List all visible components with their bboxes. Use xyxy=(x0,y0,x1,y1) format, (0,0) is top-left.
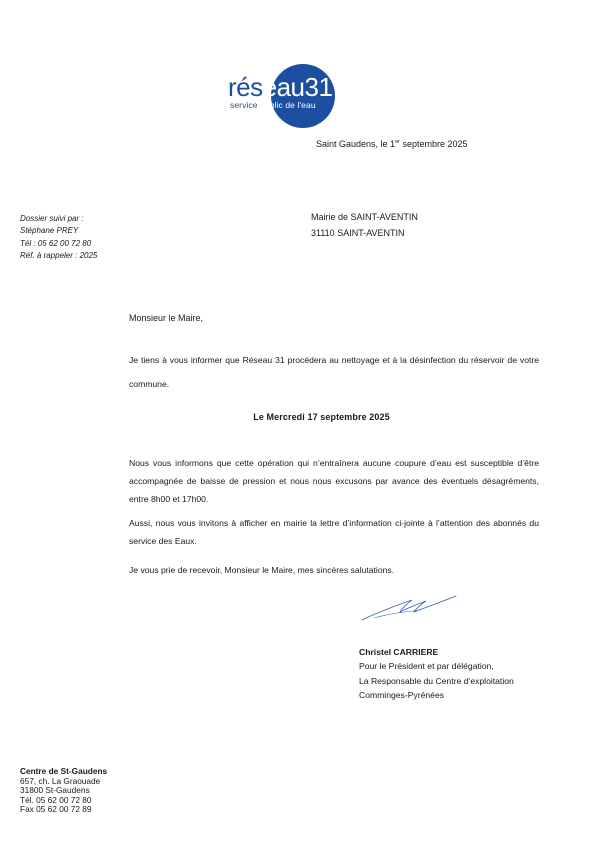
handwritten-signature xyxy=(360,590,460,626)
dossier-reference: Réf. à rappeler : 2025 xyxy=(20,250,98,260)
footer-phone: Tél. 05 62 00 72 80 xyxy=(20,794,92,805)
paragraph-pressure-notice: Nous vous informons que cette opération qui n’entraînera aucune coupure d’eau est susceptible d’être accompagnée de baisse de pression et nous nous excusons par avance des éventuels désagréments, entre 8h00 et 17h00. xyxy=(129,458,539,504)
footer-title: Centre de St-Gaudens xyxy=(20,766,108,776)
signatory-center: Comminges-Pyrénées xyxy=(359,689,445,700)
event-date-text: Le Mercredi 17 septembre 2025 xyxy=(253,412,390,422)
logo-wordmark-eau31: eau31 xyxy=(262,72,333,102)
dossier-contact-name: Stéphane PREY xyxy=(20,226,79,236)
logo-tagline-a: service xyxy=(230,100,258,110)
salutation: Monsieur le Maire, xyxy=(129,313,204,323)
signatory-role: La Responsable du Centre d’exploitation xyxy=(359,675,514,686)
footer-street: 657, ch. La Graouade xyxy=(20,775,101,786)
recipient-city: 31110 SAINT-AVENTIN xyxy=(311,228,405,238)
logo-tagline-b: public de l'eau xyxy=(257,100,316,110)
letter-date xyxy=(316,139,468,149)
dossier-info xyxy=(20,213,97,262)
logo-wordmark-res: rés xyxy=(228,72,263,102)
logo-tagline xyxy=(230,100,316,110)
date-sup: er xyxy=(395,139,400,145)
date-suffix: septembre 2025 xyxy=(399,139,468,149)
logo-wordmark xyxy=(228,72,332,102)
paragraph-display-request: Aussi, nous vous invitons à afficher en mairie la lettre d’information ci-jointe à l’attention des abonnés du service des Eaux. xyxy=(129,518,539,546)
reseau31-logo xyxy=(228,64,358,128)
footer-address xyxy=(20,767,107,815)
date-prefix: Saint Gaudens, le 1 xyxy=(316,139,396,149)
signatory-block xyxy=(359,645,514,702)
paragraph-intro: Je tiens à vous informer que Réseau 31 procédera au nettoyage et à la désinfection du réservoir de votre commune. xyxy=(129,355,539,389)
signatory-name: Christel CARRIERE xyxy=(359,647,439,657)
footer-fax: Fax 05 62 00 72 89 xyxy=(20,804,92,815)
event-date xyxy=(0,412,595,422)
recipient-name: Mairie de SAINT-AVENTIN xyxy=(311,212,418,222)
paragraph-closing: Je vous prie de recevoir, Monsieur le Maire, mes sincères salutations. xyxy=(129,565,395,575)
dossier-phone: Tél : 05 62 00 72 80 xyxy=(20,238,92,248)
signatory-delegation: Pour le Président et par délégation, xyxy=(359,661,494,672)
dossier-line: Dossier suivi par : xyxy=(20,214,84,223)
footer-city: 31800 St-Gaudens xyxy=(20,785,90,796)
recipient-address xyxy=(311,209,418,241)
